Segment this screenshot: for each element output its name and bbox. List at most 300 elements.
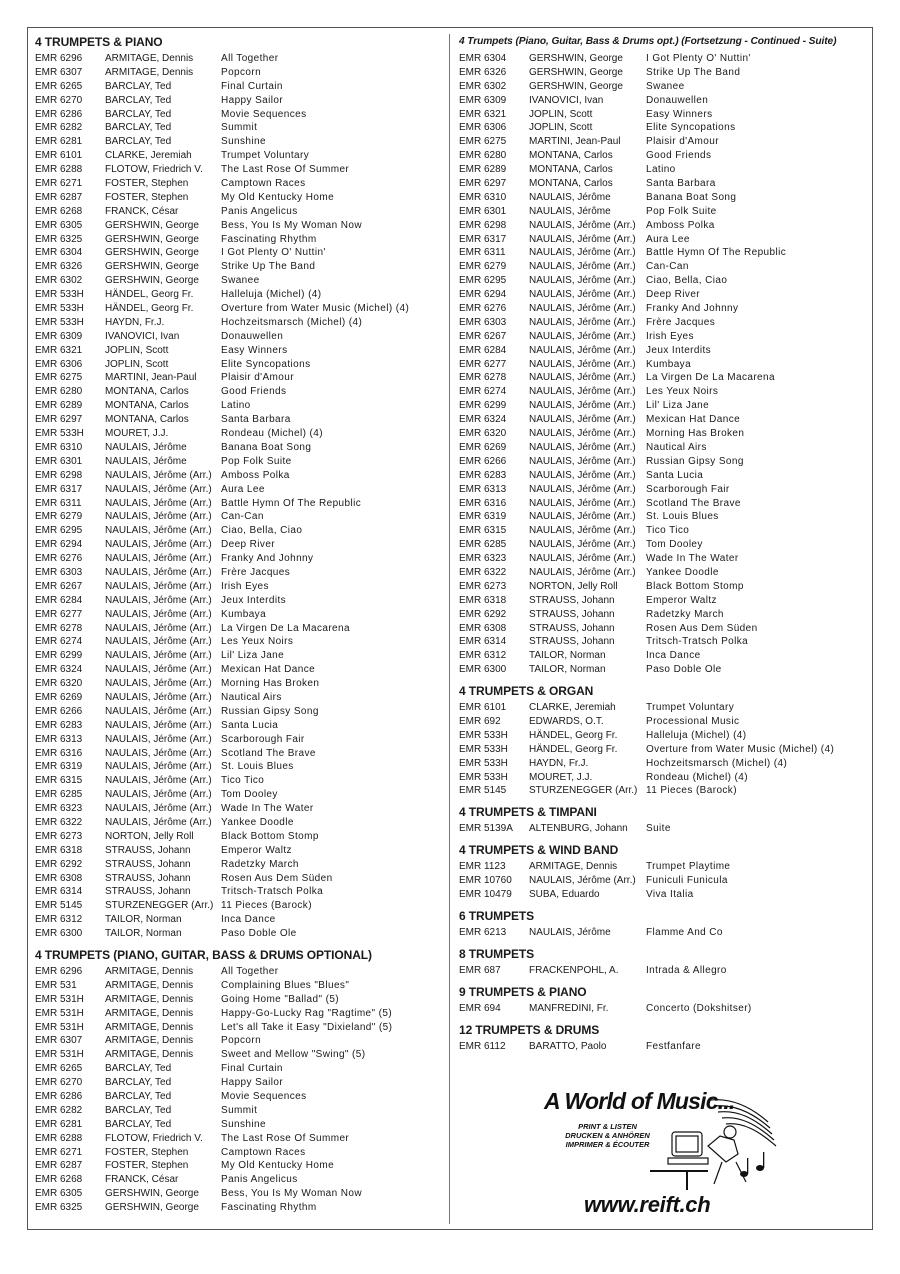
composer-name: HÄNDEL, Georg Fr. [529,729,618,741]
catalog-number: EMR 6278 [459,372,507,384]
piece-title: Complaining Blues "Blues" [221,979,350,991]
composer-name: NAULAIS, Jérôme (Arr.) [529,875,636,887]
catalog-number: EMR 6308 [459,622,507,634]
composer-name: BARCLAY, Ted [105,1091,172,1103]
piece-title: Black Bottom Stomp [221,830,319,842]
composer-name: SUBA, Eduardo [529,888,600,900]
catalog-row [459,274,867,288]
piece-title: 11 Pieces (Barock) [221,900,312,912]
piece-title: Wade In The Water [221,803,314,815]
piece-title: Strike Up The Band [221,261,316,273]
catalog-number: EMR 6301 [459,205,507,217]
catalog-row [35,1062,445,1076]
composer-name: MONTANA, Carlos [529,164,613,176]
piece-title: Processional Music [646,715,740,727]
composer-name: NAULAIS, Jérôme (Arr.) [105,678,212,690]
catalog-row [459,784,867,798]
catalog-row [35,733,445,747]
catalog-number: EMR 6305 [35,1188,83,1200]
catalog-number: EMR 6326 [35,261,83,273]
catalog-section [35,941,445,1215]
catalog-number: EMR 6325 [35,1202,83,1214]
catalog-number: EMR 6312 [35,914,83,926]
composer-name: ARMITAGE, Dennis [105,1007,194,1019]
composer-name: EDWARDS, O.T. [529,715,604,727]
piece-title: Santa Lucia [646,469,704,481]
piece-title: Intrada & Allegro [646,964,727,976]
composer-name: NAULAIS, Jérôme (Arr.) [105,705,212,717]
catalog-row [35,427,445,441]
piece-title: Overture from Water Music (Michel) (4) [646,743,835,755]
piece-title: Trumpet Voluntary [221,150,310,162]
catalog-number: EMR 6323 [459,553,507,565]
piece-title: Can-Can [646,261,689,273]
catalog-number: EMR 6284 [35,594,83,606]
piece-title: The Last Rose Of Summer [221,1132,350,1144]
piece-title: Franky And Johnny [646,303,739,315]
piece-title: Happy Sailor [221,94,284,106]
composer-name: NAULAIS, Jérôme [529,205,611,217]
catalog-number: EMR 6318 [35,844,83,856]
section-title: 4 TRUMPETS & WIND BAND [459,843,619,858]
catalog-number: EMR 6318 [459,594,507,606]
section-title: 6 TRUMPETS [459,908,535,923]
catalog-row [459,757,867,771]
catalog-number: EMR 6292 [35,858,83,870]
composer-name: GERSHWIN, George [529,53,623,64]
composer-name: NAULAIS, Jérôme [529,191,611,203]
catalog-row [459,649,867,663]
piece-title: Good Friends [646,150,712,162]
catalog-row [459,663,867,677]
catalog-row [459,729,867,743]
composer-name: NAULAIS, Jérôme (Arr.) [529,289,636,301]
composer-name: NAULAIS, Jérôme (Arr.) [105,761,212,773]
catalog-row [459,413,867,427]
catalog-row [35,371,445,385]
catalog-number: EMR 6322 [459,566,507,578]
composer-name: NAULAIS, Jérôme (Arr.) [105,566,212,578]
catalog-number: EMR 533H [35,428,84,440]
catalog-row [459,860,867,874]
composer-name: NAULAIS, Jérôme (Arr.) [529,414,636,426]
catalog-number: EMR 5139A [459,823,513,835]
catalog-number: EMR 6307 [35,66,83,78]
catalog-number: EMR 6297 [459,178,507,190]
piece-title: Irish Eyes [646,330,694,342]
catalog-row [35,844,445,858]
catalog-row [459,121,867,135]
catalog-row [459,1040,867,1054]
catalog-row [35,1007,445,1021]
composer-name: FLOTOW, Friedrich V. [105,1132,203,1144]
composer-name: NAULAIS, Jérôme (Arr.) [529,372,636,384]
catalog-row [35,691,445,705]
composer-name: NAULAIS, Jérôme [105,455,187,467]
catalog-number: EMR 6287 [35,1160,83,1172]
composer-name: CLARKE, Jeremiah [529,702,616,714]
piece-title: Panis Angelicus [221,1174,298,1186]
composer-name: FRACKENPOHL, A. [529,964,619,976]
catalog-row [35,1118,445,1132]
catalog-row [459,330,867,344]
composer-name: NAULAIS, Jérôme (Arr.) [529,525,636,537]
piece-title: I Got Plenty O' Nuttin' [646,53,751,64]
piece-title: Movie Sequences [221,1091,307,1103]
catalog-row [459,635,867,649]
catalog-row [35,608,445,622]
piece-title: Happy Sailor [221,1077,284,1089]
catalog-row [459,135,867,149]
catalog-number: EMR 6296 [35,53,83,64]
piece-title: Les Yeux Noirs [646,386,719,398]
catalog-section [459,677,867,798]
catalog-row [35,441,445,455]
composer-name: NAULAIS, Jérôme (Arr.) [105,483,212,495]
piece-title: The Last Rose Of Summer [221,164,350,176]
composer-name: STRAUSS, Johann [529,608,615,620]
composer-name: STRAUSS, Johann [529,594,615,606]
catalog-row [35,1048,445,1062]
piece-title: Easy Winners [221,344,288,356]
catalog-row [35,260,445,274]
composer-name: BARCLAY, Ted [105,94,172,106]
composer-name: NAULAIS, Jérôme (Arr.) [529,303,636,315]
composer-name: NAULAIS, Jérôme (Arr.) [529,219,636,231]
catalog-row [35,913,445,927]
composer-name: BARCLAY, Ted [105,136,172,148]
piece-title: Donauwellen [646,94,709,106]
catalog-row [35,191,445,205]
composer-name: NAULAIS, Jérôme (Arr.) [105,636,212,648]
catalog-number: EMR 6289 [35,400,83,412]
composer-name: STURZENEGGER (Arr.) [529,785,638,797]
piece-title: Frère Jacques [646,316,716,328]
catalog-row [459,608,867,622]
catalog-row [459,52,867,66]
piece-title: Santa Barbara [221,414,291,426]
composer-name: NAULAIS, Jérôme (Arr.) [105,580,212,592]
catalog-number: EMR 533H [35,316,84,328]
catalog-number: EMR 6282 [35,122,83,134]
piece-title: Emperor Waltz [646,594,717,606]
catalog-number: EMR 6307 [35,1035,83,1047]
piece-title: Let's all Take it Easy "Dixieland" (5) [221,1021,393,1033]
composer-name: NAULAIS, Jérôme (Arr.) [105,803,212,815]
piece-title: Tritsch-Tratsch Polka [646,636,749,648]
piece-title: Rosen Aus Dem Süden [221,872,333,884]
composer-name: NORTON, Jelly Roll [105,830,194,842]
composer-name: STRAUSS, Johann [105,872,191,884]
composer-name: JOPLIN, Scott [105,358,169,370]
catalog-row [459,94,867,108]
catalog-row [459,524,867,538]
composer-name: TAILOR, Norman [105,928,182,940]
piece-title: Black Bottom Stomp [646,580,744,592]
catalog-row [459,246,867,260]
catalog-number: EMR 6302 [459,80,507,92]
catalog-row [459,219,867,233]
composer-name: NAULAIS, Jérôme (Arr.) [529,344,636,356]
catalog-number: EMR 694 [459,1002,501,1014]
composer-name: IVANOVICI, Ivan [529,94,604,106]
composer-name: NAULAIS, Jérôme [105,441,187,453]
catalog-number: EMR 6282 [35,1104,83,1116]
piece-title: Santa Barbara [646,178,716,190]
catalog-row [459,371,867,385]
piece-title: Latino [646,164,676,176]
piece-title: Jeux Interdits [221,594,287,606]
catalog-row [35,552,445,566]
piece-title: Sunshine [221,1118,266,1130]
catalog-row [35,510,445,524]
catalog-row [459,497,867,511]
piece-title: Popcorn [221,66,262,78]
catalog-number: EMR 6270 [35,1077,83,1089]
catalog-number: EMR 6302 [35,275,83,287]
catalog-number: EMR 6285 [35,789,83,801]
piece-title: Happy-Go-Lucky Rag "Ragtime" (5) [221,1007,393,1019]
composer-name: NAULAIS, Jérôme (Arr.) [529,553,636,565]
piece-title: All Together [221,53,279,64]
composer-name: NAULAIS, Jérôme (Arr.) [105,775,212,787]
catalog-row [35,1076,445,1090]
catalog-number: EMR 6270 [35,94,83,106]
piece-title: Bess, You Is My Woman Now [221,219,362,231]
composer-name: HÄNDEL, Georg Fr. [529,743,618,755]
logo-line-2: DRUCKEN & ANHÖREN [565,1131,650,1140]
piece-title: My Old Kentucky Home [221,191,335,203]
piece-title: Donauwellen [221,330,284,342]
catalog-row [459,594,867,608]
catalog-row [35,1187,445,1201]
catalog-row [459,874,867,888]
catalog-number: EMR 533H [459,743,508,755]
catalog-row [35,413,445,427]
catalog-number: EMR 6296 [35,966,83,977]
piece-title: Final Curtain [221,80,283,92]
catalog-row [35,149,445,163]
catalog-row [35,802,445,816]
composer-name: NAULAIS, Jérôme (Arr.) [105,497,212,509]
catalog-row [35,1132,445,1146]
catalog-number: EMR 5145 [35,900,83,912]
catalog-number: EMR 6316 [35,747,83,759]
piece-title: Rondeau (Michel) (4) [646,771,748,783]
composer-name: NAULAIS, Jérôme (Arr.) [105,525,212,537]
piece-title: Fascinating Rhythm [221,1202,317,1214]
composer-name: GERSHWIN, George [529,66,623,78]
catalog-column-left [35,34,445,1215]
composer-name: NAULAIS, Jérôme (Arr.) [529,261,636,273]
composer-name: ARMITAGE, Dennis [105,1035,194,1047]
piece-title: Fascinating Rhythm [221,233,317,245]
catalog-number: EMR 6304 [459,53,507,64]
catalog-number: EMR 6271 [35,1146,83,1158]
catalog-row [35,1034,445,1048]
section-title: 8 TRUMPETS [459,946,535,961]
catalog-number: EMR 6281 [35,136,83,148]
composer-name: MARTINI, Jean-Paul [529,136,621,148]
section-title: 4 TRUMPETS (PIANO, GUITAR, BASS & DRUMS OPTIONAL) [35,948,372,962]
catalog-row [459,455,867,469]
catalog-row [459,441,867,455]
composer-name: NAULAIS, Jérôme (Arr.) [105,747,212,759]
piece-title: Hochzeitsmarsch (Michel) (4) [221,316,363,328]
catalog-row [35,816,445,830]
piece-title: Paso Doble Ole [646,664,722,676]
piece-title: Flamme And Co [646,926,723,938]
catalog-number: EMR 6271 [35,178,83,190]
catalog-number: EMR 6305 [35,219,83,231]
piece-title: Inca Dance [221,914,276,926]
catalog-row [459,149,867,163]
catalog-number: EMR 6314 [459,636,507,648]
piece-title: Pop Folk Suite [646,205,717,217]
catalog-row [459,316,867,330]
catalog-row [35,1090,445,1104]
composer-name: NAULAIS, Jérôme (Arr.) [105,511,212,523]
piece-title: Going Home "Ballad" (5) [221,993,340,1005]
composer-name: NAULAIS, Jérôme (Arr.) [105,816,212,828]
piece-title: Summit [221,1104,258,1116]
composer-name: NAULAIS, Jérôme (Arr.) [105,608,212,620]
composer-name: HÄNDEL, Georg Fr. [105,289,194,301]
catalog-number: EMR 6275 [35,372,83,384]
piece-title: Lil' Liza Jane [221,650,285,662]
catalog-number: EMR 6273 [35,830,83,842]
catalog-number: EMR 5145 [459,785,507,797]
catalog-row [459,66,867,80]
composer-name: NAULAIS, Jérôme (Arr.) [529,233,636,245]
composer-name: IVANOVICI, Ivan [105,330,180,342]
catalog-number: EMR 6283 [35,719,83,731]
catalog-number: EMR 6276 [35,553,83,565]
composer-name: GERSHWIN, George [105,219,199,231]
catalog-number: EMR 533H [459,729,508,741]
piece-title: Halleluja (Michel) (4) [646,729,747,741]
piece-title: Scotland The Brave [221,747,316,759]
piece-title: Summit [221,122,258,134]
logo-title: A World of Music... [544,1088,735,1114]
piece-title: Can-Can [221,511,264,523]
piece-title: Inca Dance [646,650,701,662]
catalog-row [459,191,867,205]
composer-name: CLARKE, Jeremiah [105,150,192,162]
piece-title: Camptown Races [221,178,306,190]
catalog-row [459,622,867,636]
composer-name: TAILOR, Norman [529,664,606,676]
catalog-row [459,260,867,274]
piece-title: All Together [221,966,279,977]
composer-name: NAULAIS, Jérôme (Arr.) [529,358,636,370]
composer-name: STRAUSS, Johann [529,622,615,634]
composer-name: NORTON, Jelly Roll [529,580,618,592]
catalog-row [35,719,445,733]
catalog-row [459,344,867,358]
catalog-row [35,872,445,886]
catalog-number: EMR 6300 [459,664,507,676]
catalog-row [459,888,867,902]
composer-name: STRAUSS, Johann [105,886,191,898]
catalog-row [35,483,445,497]
catalog-number: EMR 6286 [35,108,83,120]
catalog-number: EMR 6313 [459,483,507,495]
piece-title: Wade In The Water [646,553,739,565]
catalog-row [35,965,445,979]
composer-name: ARMITAGE, Dennis [105,1049,194,1061]
computer-musician-icon [650,1092,790,1192]
column-divider [449,34,450,1224]
composer-name: NAULAIS, Jérôme (Arr.) [105,594,212,606]
catalog-row [459,701,867,715]
piece-title: Franky And Johnny [221,553,314,565]
piece-title: Suite [646,823,671,835]
catalog-number: EMR 6321 [459,108,507,120]
piece-title: Good Friends [221,386,287,398]
catalog-number: EMR 6303 [459,316,507,328]
catalog-number: EMR 6303 [35,566,83,578]
piece-title: Lil' Liza Jane [646,400,710,412]
composer-name: BARCLAY, Ted [105,1077,172,1089]
section-title: 12 TRUMPETS & DRUMS [459,1022,600,1037]
catalog-number: EMR 6323 [35,803,83,815]
composer-name: MOURET, J.J. [105,428,169,440]
piece-title: La Virgen De La Macarena [221,622,350,634]
catalog-number: EMR 6306 [35,358,83,370]
piece-title: Battle Hymn Of The Republic [646,247,787,259]
catalog-row [35,1021,445,1035]
piece-title: Morning Has Broken [221,678,320,690]
catalog-number: EMR 6312 [459,650,507,662]
catalog-row [459,427,867,441]
catalog-section [459,836,867,902]
catalog-number: EMR 6310 [35,441,83,453]
catalog-number: EMR 6275 [459,136,507,148]
composer-name: NAULAIS, Jérôme (Arr.) [529,428,636,440]
piece-title: Rosen Aus Dem Süden [646,622,758,634]
piece-title: Trumpet Voluntary [646,702,735,714]
catalog-number: EMR 6269 [459,441,507,453]
catalog-row [35,899,445,913]
composer-name: TAILOR, Norman [529,650,606,662]
catalog-number: EMR 533H [459,771,508,783]
composer-name: STRAUSS, Johann [529,636,615,648]
catalog-row [35,927,445,941]
catalog-row [459,399,867,413]
catalog-number: EMR 6310 [459,191,507,203]
catalog-section [459,798,867,836]
catalog-number: EMR 6308 [35,872,83,884]
catalog-number: EMR 6285 [459,539,507,551]
catalog-number: EMR 6294 [35,539,83,551]
catalog-number: EMR 6319 [459,511,507,523]
composer-name: HAYDN, Fr.J. [529,757,589,769]
composer-name: BARCLAY, Ted [105,122,172,134]
catalog-column-right [459,34,867,1053]
piece-title: Bess, You Is My Woman Now [221,1188,362,1200]
composer-name: HÄNDEL, Georg Fr. [105,303,194,315]
composer-name: GERSHWIN, George [105,1202,199,1214]
catalog-number: EMR 6289 [459,164,507,176]
logo-line-1: PRINT & LISTEN [578,1122,637,1131]
catalog-number: EMR 533H [35,289,84,301]
publisher-logo [540,1088,790,1223]
catalog-number: EMR 6292 [459,608,507,620]
catalog-number: EMR 6274 [459,386,507,398]
composer-name: TAILOR, Norman [105,914,182,926]
catalog-row [35,246,445,260]
